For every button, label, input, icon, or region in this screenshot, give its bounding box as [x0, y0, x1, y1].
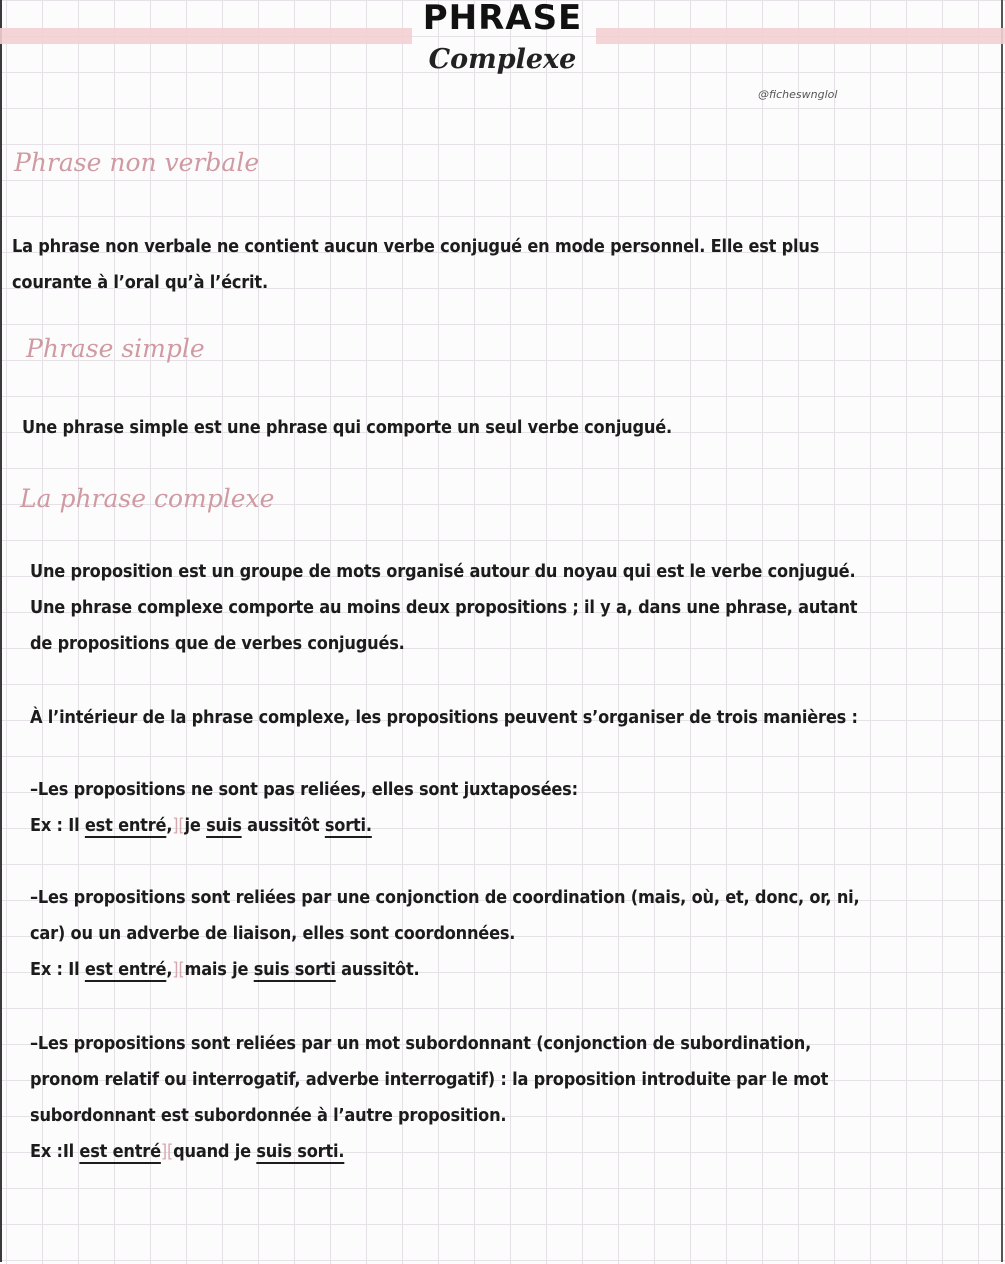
bracket-mark: ][	[172, 959, 185, 980]
underlined-verb: suis sorti	[253, 959, 336, 980]
bracket-mark: ][	[160, 1141, 174, 1162]
subordination-example	[30, 1134, 344, 1170]
underlined-verb: est entré	[84, 959, 167, 980]
example-prefix: Ex :Il	[30, 1141, 80, 1162]
heading-phrase-non-verbale: Phrase non verbale	[14, 148, 260, 177]
underlined-verb: est entré	[84, 815, 167, 836]
underlined-verb: est entré	[79, 1141, 161, 1162]
example-prefix: Ex : Il	[30, 959, 85, 980]
juxtaposition-line-1: –Les propositions ne sont pas reliées, elles sont juxtaposées:	[30, 779, 578, 800]
page-subtitle: Complexe	[428, 44, 577, 75]
subordination-line-3: subordonnant est subordonnée à l’autre proposition.	[30, 1105, 507, 1126]
example-comma: ,	[166, 959, 173, 980]
organisation-line: À l’intérieur de la phrase complexe, les propositions peuvent s’organiser de trois manières :	[30, 707, 858, 728]
complexe-intro-line-2: Une phrase complexe comporte au moins deux propositions ; il y a, dans une phrase, autant	[30, 597, 858, 618]
underlined-verb: sorti.	[324, 815, 372, 836]
subordination-line-2: pronom relatif ou interrogatif, adverbe interrogatif) : la proposition introduite par le mot	[30, 1069, 829, 1090]
example-text: aussitôt.	[335, 959, 420, 980]
example-text: aussitôt	[241, 815, 325, 836]
author-handle: @ficheswnglol	[758, 88, 838, 101]
example-text: je	[184, 815, 207, 836]
coordination-example	[30, 952, 419, 988]
complexe-intro-line-3: de propositions que de verbes conjugués.	[30, 633, 405, 654]
juxtaposition-example	[30, 808, 372, 844]
page-title: PHRASE	[422, 0, 583, 38]
heading-phrase-simple: Phrase simple	[26, 334, 205, 363]
underlined-verb: suis sorti.	[256, 1141, 345, 1162]
non-verbale-line-1: La phrase non verbale ne contient aucun verbe conjugué en mode personnel. Elle est plus	[12, 236, 820, 257]
example-comma: ,	[166, 815, 173, 836]
bracket-mark: ][	[172, 815, 185, 836]
example-prefix: Ex : Il	[30, 815, 85, 836]
heading-phrase-complexe: La phrase complexe	[20, 484, 275, 513]
coordination-line-1: –Les propositions sont reliées par une conjonction de coordination (mais, où, et, donc, or, ni,	[30, 887, 860, 908]
complexe-intro-line-1: Une proposition est un groupe de mots organisé autour du noyau qui est le verbe conjugué.	[30, 561, 856, 582]
coordination-line-2: car) ou un adverbe de liaison, elles sont coordonnées.	[30, 923, 516, 944]
example-text: quand je	[173, 1141, 257, 1162]
subordination-line-1: –Les propositions sont reliées par un mot subordonnant (conjonction de subordination,	[30, 1033, 812, 1054]
simple-line-1: Une phrase simple est une phrase qui comporte un seul verbe conjugué.	[22, 417, 672, 438]
non-verbale-line-2: courante à l’oral qu’à l’écrit.	[12, 272, 268, 293]
underlined-verb: suis	[206, 815, 242, 836]
example-text: mais je	[184, 959, 254, 980]
